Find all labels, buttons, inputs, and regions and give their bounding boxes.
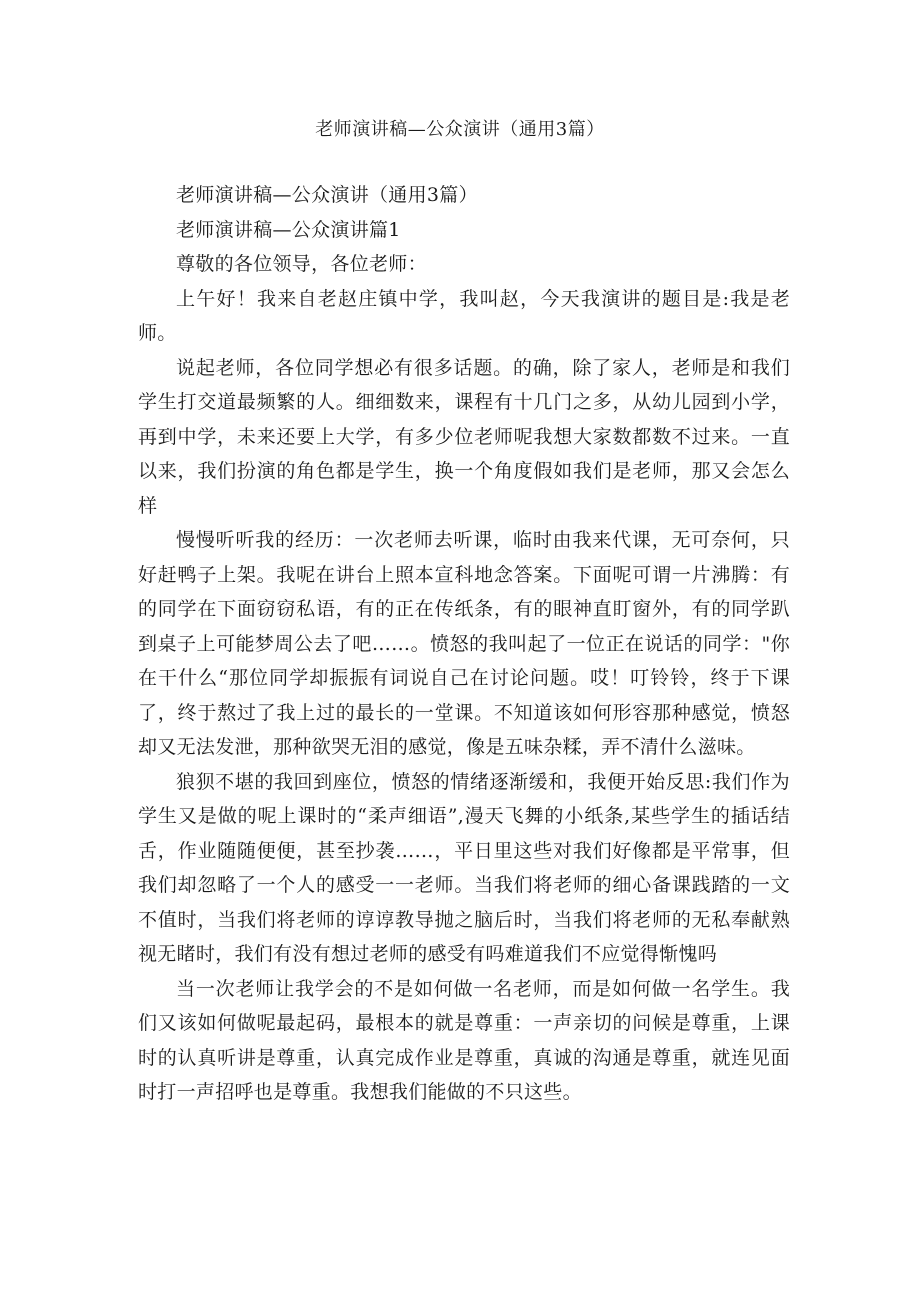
document-body [138,178,790,1110]
paragraph-body-2: 慢慢听听我的经历：一次老师去听课，临时由我来代课，无可奈何，只好赶鸭子上架。我呢在讲台上照本宣科地念答案。下面呢可谓一片沸腾：有的同学在下面窃窃私语，有的正在传纸条，有的眼神直盯窗外，有的同学趴到桌子上可能梦周公去了吧……。愤怒的我叫起了一位正在说话的同学："你在干什么“那位同学却振振有词说自己在讨论问题。哎！叮铃铃，终于下课了，终于熬过了我上过的最长的一堂课。不知道该如何形容那种感觉，愤怒却又无法发泄，那种欲哭无泪的感觉，像是五味杂糅，弄不清什么滋味。 [138,529,790,758]
paragraph-body-1: 说起老师，各位同学想必有很多话题。的确，除了家人，老师是和我们学生打交道最频繁的人。细细数来，课程有十几门之多，从幼儿园到小学，再到中学，未来还要上大学，有多少位老师呢我想大家数都数不过来。一直以来，我们扮演的角色都是学生，换一个角度假如我们是老师，那又会怎么样 [138,356,790,517]
paragraph-body-3: 狼狈不堪的我回到座位，愤怒的情绪逐渐缓和，我便开始反思:我们作为学生又是做的呢上课时的“柔声细语”,漫天飞舞的小纸条,某些学生的插话结舌，作业随随便便，甚至抄袭……，平日里这些对我们好像都是平常事，但我们却忽略了一个人的感受一一老师。当我们将老师的细心备课践踏的一文不值时，当我们将老师的谆谆教导抛之脑后时，当我们将老师的无私奉献熟视无睹时，我们有没有想过老师的感受有吗难道我们不应觉得惭愧吗 [138,770,790,965]
paragraph-body-4: 当一次老师让我学会的不是如何做一名老师，而是如何做一名学生。我们又该如何做呢最起码，最根本的就是尊重：一声亲切的问候是尊重，上课时的认真听讲是尊重，认真完成作业是尊重，真诚的沟通是尊重，就连见面时打一声招呼也是尊重。我想我们能做的不只这些。 [138,977,790,1103]
document-title: 老师演讲稿—公众演讲（通用3篇） [315,119,605,140]
paragraph-subtitle: 老师演讲稿—公众演讲（通用3篇） [176,184,478,206]
paragraph-greeting: 上午好！我来自老赵庄镇中学，我叫赵，今天我演讲的题目是:我是老师。 [138,287,790,344]
paragraph-salutation: 尊敬的各位领导，各位老师： [176,253,427,275]
paragraph-section-heading: 老师演讲稿—公众演讲篇1 [176,218,401,241]
